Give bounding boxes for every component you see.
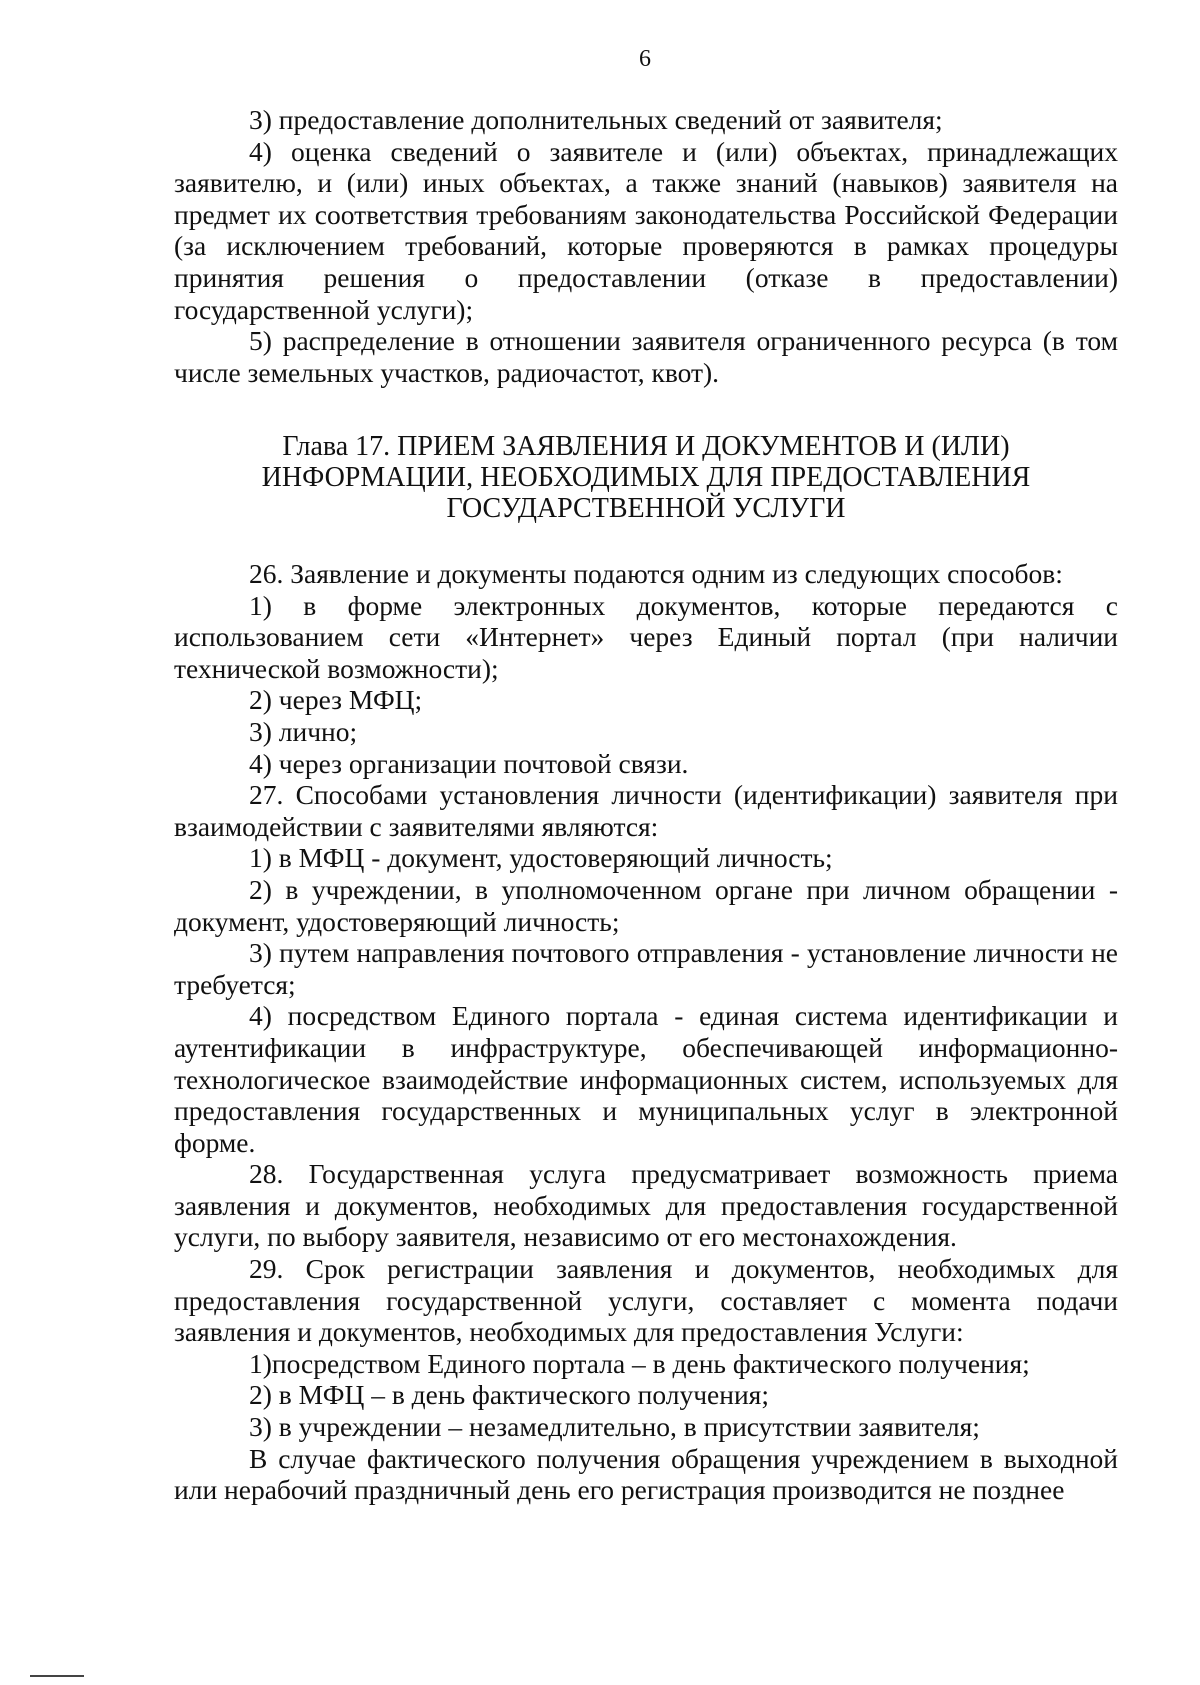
paragraph: 4) оценка сведений о заявителе и (или) объектах, принадлежащих заявителю, и (или) иных объектах, а также знаний (навыков) заявителя на предмет их соответствия требованиям законодательства Российской Федерации (за исключением требований, которые проверяются в рамках процедуры принятия решения о предоставлении (отказе в предоставлении) государственной услуги);	[174, 135, 1118, 325]
paragraph: 28. Государственная услуга предусматривает возможность приема заявления и документов, необходимых для предоставления государственной услуги, по выбору заявителя, независимо от его местонахождения.	[174, 1158, 1118, 1253]
chapter-heading	[174, 431, 1118, 524]
paragraph: 2) в МФЦ – в день фактического получения;	[249, 1379, 769, 1411]
paragraph: 2) в учреждении, в уполномоченном органе при личном обращении - документ, удостоверяющий личность;	[174, 873, 1118, 937]
scan-margin-mark	[30, 1675, 84, 1677]
paragraph: 3) лично;	[249, 715, 358, 747]
paragraph: 3) предоставление дополнительных сведений от заявителя;	[249, 104, 943, 135]
paragraph: 4) через организации почтовой связи.	[249, 747, 689, 779]
paragraph: 3) в учреждении – незамедлительно, в присутствии заявителя;	[249, 1411, 980, 1443]
paragraph: 1) в МФЦ - документ, удостоверяющий личность;	[249, 842, 833, 874]
paragraph: 3) путем направления почтового отправления - установление личности не требуется;	[174, 937, 1118, 1000]
top-paragraphs	[174, 104, 1118, 388]
paragraph: 1) в форме электронных документов, которые передаются с использованием сети «Интернет» через Единый портал (при наличии технической возможности);	[174, 589, 1118, 684]
paragraph: 26. Заявление и документы подаются одним из следующих способов:	[249, 558, 1063, 589]
paragraph: В случае фактического получения обращения учреждением в выходной или нерабочий праздничный день его регистрация производится не позднее	[174, 1442, 1118, 1506]
heading-line: ГОСУДАРСТВЕННОЙ УСЛУГИ	[446, 493, 846, 524]
page-number: 6	[639, 46, 651, 72]
paragraph: 2) через МФЦ;	[249, 684, 423, 716]
main-paragraphs	[174, 558, 1118, 1506]
paragraph: 27. Способами установления личности (идентификации) заявителя при взаимодействии с заявителями являются:	[174, 779, 1118, 842]
paragraph: 29. Срок регистрации заявления и документов, необходимых для предоставления государственной услуги, составляет с момента подачи заявления и документов, необходимых для предоставления Услуги:	[174, 1253, 1118, 1348]
paragraph: 5) распределение в отношении заявителя ограниченного ресурса (в том числе земельных участков, радиочастот, квот).	[174, 325, 1118, 388]
heading-line: Глава 17. ПРИЕМ ЗАЯВЛЕНИЯ И ДОКУМЕНТОВ И (ИЛИ)	[282, 431, 1010, 462]
heading-line: ИНФОРМАЦИИ, НЕОБХОДИМЫХ ДЛЯ ПРЕДОСТАВЛЕНИЯ	[261, 462, 1031, 493]
paragraph: 4) посредством Единого портала - единая система идентификации и аутентификации в инфраструктуре, обеспечивающей информационно-технологическое взаимодействие информационных систем, используемых для предоставления государственных и муниципальных услуг в электронной форме.	[174, 1000, 1118, 1158]
paragraph: 1)посредством Единого портала – в день фактического получения;	[249, 1347, 1030, 1379]
